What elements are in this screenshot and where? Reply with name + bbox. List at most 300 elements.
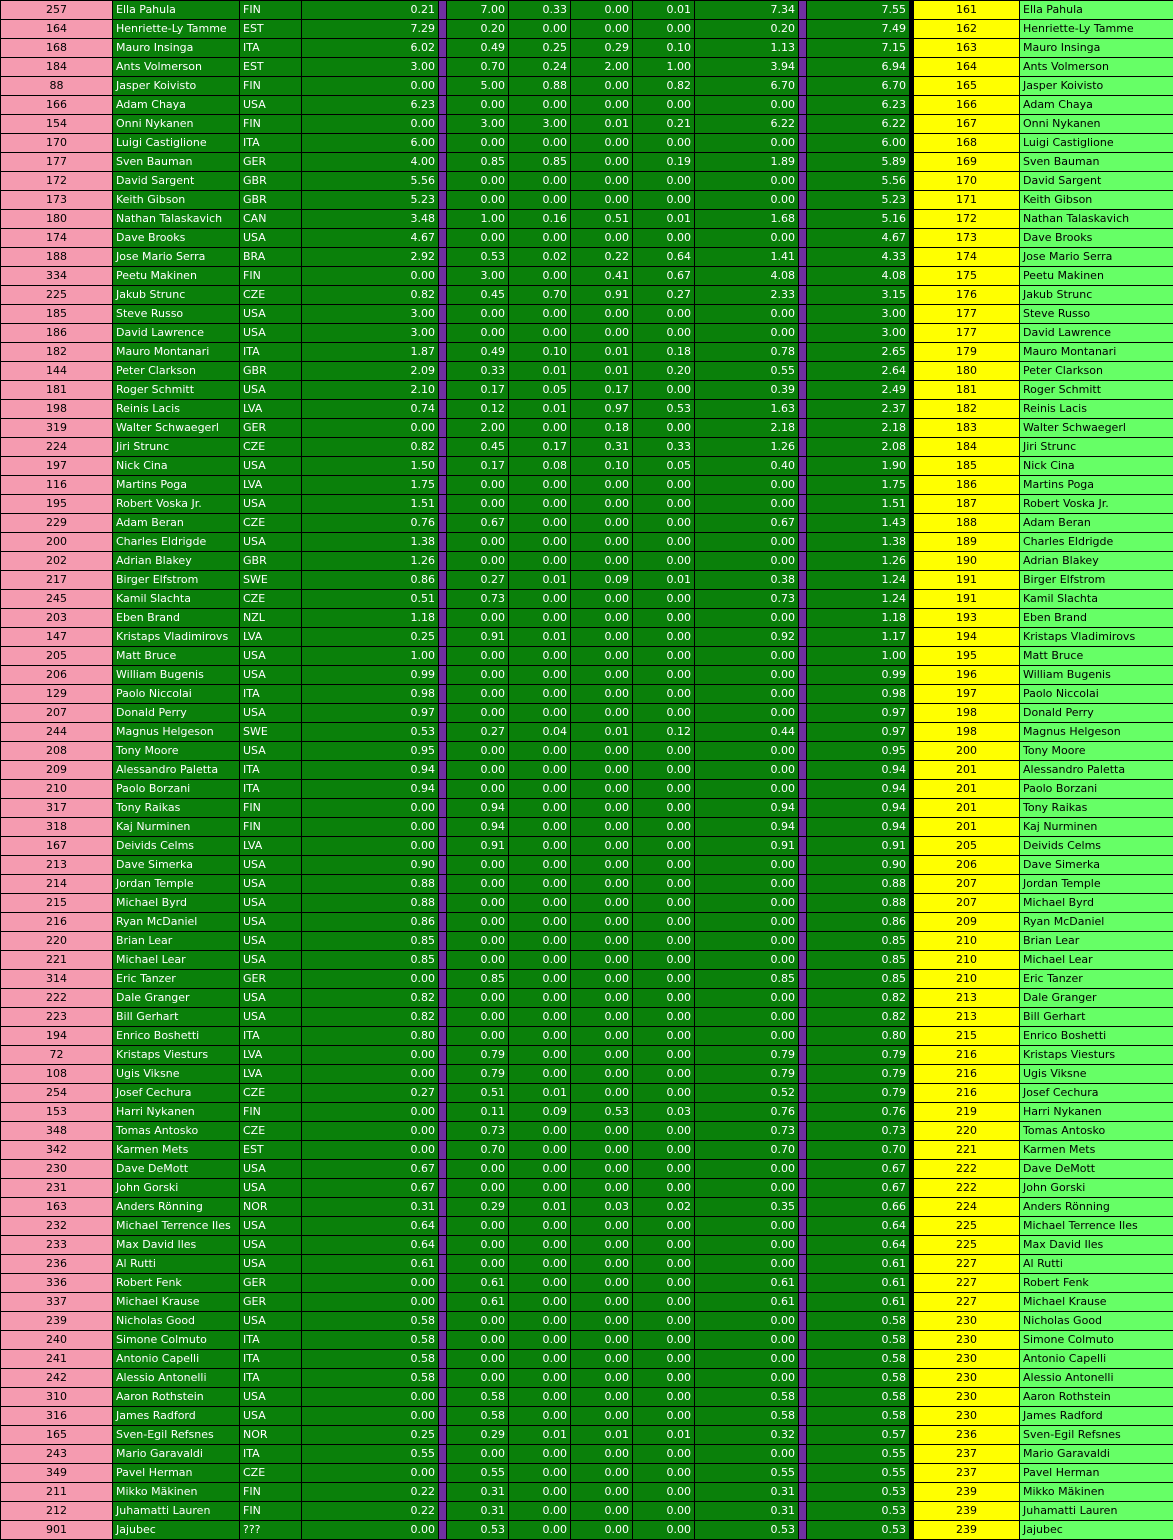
ranked-name-cell: Ants Volmerson: [1020, 58, 1173, 77]
ranked-name-cell: Magnus Helgeson: [1020, 723, 1173, 742]
table-row: [1, 1008, 1173, 1027]
rank-cell: 236: [914, 1426, 1020, 1445]
ranked-name-cell: Max David Iles: [1020, 1236, 1173, 1255]
score-3-cell: 0.00: [509, 647, 571, 666]
separator: [439, 1, 447, 20]
country-cell: SWE: [240, 571, 302, 590]
rank-cell: 201: [914, 818, 1020, 837]
separator: [439, 1122, 447, 1141]
player-number-cell: 257: [1, 1, 113, 20]
score-3-cell: 0.00: [509, 324, 571, 343]
country-cell: GER: [240, 153, 302, 172]
table-row: [1, 742, 1173, 761]
score-2-cell: 0.00: [447, 856, 509, 875]
country-cell: ITA: [240, 1331, 302, 1350]
total-cell: 5.89: [807, 153, 910, 172]
player-number-cell: 177: [1, 153, 113, 172]
score-1-cell: 0.00: [302, 1122, 439, 1141]
total-cell: 0.91: [807, 837, 910, 856]
ranked-name-cell: Michael Terrence Iles: [1020, 1217, 1173, 1236]
player-number-cell: 317: [1, 799, 113, 818]
ranked-name-cell: David Lawrence: [1020, 324, 1173, 343]
separator: [799, 1084, 807, 1103]
separator: [799, 248, 807, 267]
score-2-cell: 0.49: [447, 39, 509, 58]
score-5-cell: 0.00: [633, 1065, 695, 1084]
rank-cell: 201: [914, 799, 1020, 818]
subtotal-cell: 0.00: [695, 96, 799, 115]
score-3-cell: 0.08: [509, 457, 571, 476]
separator: [799, 1464, 807, 1483]
table-row: [1, 799, 1173, 818]
ranked-name-cell: Enrico Boshetti: [1020, 1027, 1173, 1046]
score-5-cell: 0.00: [633, 1293, 695, 1312]
total-cell: 0.61: [807, 1255, 910, 1274]
score-5-cell: 0.00: [633, 1521, 695, 1540]
separator: [799, 628, 807, 647]
ranked-name-cell: Eben Brand: [1020, 609, 1173, 628]
ranked-name-cell: Martins Poga: [1020, 476, 1173, 495]
ranked-name-cell: Deivids Celms: [1020, 837, 1173, 856]
score-3-cell: 0.00: [509, 1179, 571, 1198]
rank-cell: 189: [914, 533, 1020, 552]
separator: [439, 1160, 447, 1179]
country-cell: CZE: [240, 1464, 302, 1483]
separator: [799, 932, 807, 951]
player-number-cell: 173: [1, 191, 113, 210]
subtotal-cell: 0.00: [695, 932, 799, 951]
rank-cell: 175: [914, 267, 1020, 286]
score-5-cell: 0.00: [633, 1255, 695, 1274]
score-3-cell: 0.00: [509, 1312, 571, 1331]
table-row: [1, 20, 1173, 39]
player-name-cell: Dave Brooks: [113, 229, 240, 248]
player-number-cell: 188: [1, 248, 113, 267]
rank-cell: 230: [914, 1312, 1020, 1331]
score-5-cell: 0.10: [633, 39, 695, 58]
table-row: [1, 1065, 1173, 1084]
score-5-cell: 0.00: [633, 970, 695, 989]
score-4-cell: 0.00: [571, 704, 633, 723]
table-row: [1, 305, 1173, 324]
country-cell: CZE: [240, 514, 302, 533]
score-3-cell: 0.00: [509, 1293, 571, 1312]
subtotal-cell: 0.38: [695, 571, 799, 590]
score-3-cell: 0.00: [509, 495, 571, 514]
score-2-cell: 0.79: [447, 1046, 509, 1065]
rank-cell: 209: [914, 913, 1020, 932]
player-number-cell: 224: [1, 438, 113, 457]
total-cell: 0.82: [807, 989, 910, 1008]
player-name-cell: Jordan Temple: [113, 875, 240, 894]
country-cell: FIN: [240, 115, 302, 134]
separator: [439, 571, 447, 590]
score-2-cell: 0.53: [447, 1521, 509, 1540]
total-cell: 0.58: [807, 1312, 910, 1331]
ranked-name-cell: Birger Elfstrom: [1020, 571, 1173, 590]
player-name-cell: Anders Rönning: [113, 1198, 240, 1217]
subtotal-cell: 0.94: [695, 818, 799, 837]
rank-cell: 213: [914, 1008, 1020, 1027]
subtotal-cell: 0.53: [695, 1521, 799, 1540]
table-row: [1, 1407, 1173, 1426]
rank-cell: 184: [914, 438, 1020, 457]
score-4-cell: 0.01: [571, 723, 633, 742]
score-4-cell: 0.00: [571, 476, 633, 495]
country-cell: CZE: [240, 590, 302, 609]
separator: [799, 1179, 807, 1198]
separator: [799, 666, 807, 685]
score-5-cell: 0.00: [633, 1084, 695, 1103]
table-row: [1, 495, 1173, 514]
subtotal-cell: 0.32: [695, 1426, 799, 1445]
player-name-cell: Nicholas Good: [113, 1312, 240, 1331]
score-3-cell: 0.00: [509, 1502, 571, 1521]
score-5-cell: 0.00: [633, 476, 695, 495]
score-1-cell: 0.88: [302, 875, 439, 894]
rank-cell: 180: [914, 362, 1020, 381]
rank-cell: 227: [914, 1274, 1020, 1293]
score-1-cell: 0.85: [302, 932, 439, 951]
rank-cell: 171: [914, 191, 1020, 210]
separator: [439, 286, 447, 305]
separator: [439, 704, 447, 723]
player-name-cell: Henriette-Ly Tamme: [113, 20, 240, 39]
rank-cell: 230: [914, 1331, 1020, 1350]
score-4-cell: 0.18: [571, 419, 633, 438]
rank-cell: 215: [914, 1027, 1020, 1046]
rank-cell: 166: [914, 96, 1020, 115]
country-cell: USA: [240, 381, 302, 400]
score-3-cell: 0.00: [509, 894, 571, 913]
score-3-cell: 0.00: [509, 1388, 571, 1407]
score-1-cell: 0.21: [302, 1, 439, 20]
ranked-name-cell: Juhamatti Lauren: [1020, 1502, 1173, 1521]
separator: [799, 970, 807, 989]
score-3-cell: 0.01: [509, 400, 571, 419]
ranked-name-cell: David Sargent: [1020, 172, 1173, 191]
score-1-cell: 0.82: [302, 286, 439, 305]
player-number-cell: 167: [1, 837, 113, 856]
score-3-cell: 0.00: [509, 1483, 571, 1502]
ranked-name-cell: Antonio Capelli: [1020, 1350, 1173, 1369]
subtotal-cell: 0.61: [695, 1274, 799, 1293]
country-cell: FIN: [240, 1103, 302, 1122]
rank-cell: 206: [914, 856, 1020, 875]
separator: [799, 400, 807, 419]
country-cell: NZL: [240, 609, 302, 628]
table-row: [1, 552, 1173, 571]
table-row: [1, 1103, 1173, 1122]
score-3-cell: 0.00: [509, 951, 571, 970]
separator: [439, 780, 447, 799]
separator: [799, 1236, 807, 1255]
separator: [799, 324, 807, 343]
rank-cell: 201: [914, 780, 1020, 799]
ranked-name-cell: Dave DeMott: [1020, 1160, 1173, 1179]
score-4-cell: 0.01: [571, 343, 633, 362]
player-name-cell: Harri Nykanen: [113, 1103, 240, 1122]
separator: [439, 856, 447, 875]
score-5-cell: 0.12: [633, 723, 695, 742]
table-row: [1, 476, 1173, 495]
score-2-cell: 0.11: [447, 1103, 509, 1122]
score-2-cell: 0.00: [447, 913, 509, 932]
score-5-cell: 0.33: [633, 438, 695, 457]
separator: [799, 951, 807, 970]
separator: [799, 704, 807, 723]
score-1-cell: 1.87: [302, 343, 439, 362]
score-2-cell: 0.70: [447, 1141, 509, 1160]
separator: [799, 1122, 807, 1141]
total-cell: 0.53: [807, 1483, 910, 1502]
total-cell: 2.65: [807, 343, 910, 362]
rank-cell: 165: [914, 77, 1020, 96]
score-1-cell: 1.18: [302, 609, 439, 628]
rank-cell: 193: [914, 609, 1020, 628]
ranked-name-cell: Mikko Mäkinen: [1020, 1483, 1173, 1502]
table-row: [1, 704, 1173, 723]
subtotal-cell: 6.22: [695, 115, 799, 134]
player-number-cell: 194: [1, 1027, 113, 1046]
score-2-cell: 0.00: [447, 951, 509, 970]
score-2-cell: 0.94: [447, 818, 509, 837]
subtotal-cell: 0.00: [695, 1445, 799, 1464]
player-name-cell: David Sargent: [113, 172, 240, 191]
table-row: [1, 381, 1173, 400]
country-cell: FIN: [240, 77, 302, 96]
subtotal-cell: 0.31: [695, 1502, 799, 1521]
ranked-name-cell: Jordan Temple: [1020, 875, 1173, 894]
total-cell: 0.95: [807, 742, 910, 761]
score-3-cell: 0.01: [509, 1084, 571, 1103]
score-5-cell: 0.00: [633, 1483, 695, 1502]
rank-cell: 195: [914, 647, 1020, 666]
country-cell: GBR: [240, 362, 302, 381]
score-3-cell: 0.17: [509, 438, 571, 457]
country-cell: USA: [240, 913, 302, 932]
score-5-cell: 0.27: [633, 286, 695, 305]
separator: [439, 305, 447, 324]
player-name-cell: Dave DeMott: [113, 1160, 240, 1179]
score-3-cell: 3.00: [509, 115, 571, 134]
separator: [439, 1426, 447, 1445]
player-name-cell: Jose Mario Serra: [113, 248, 240, 267]
total-cell: 0.97: [807, 723, 910, 742]
country-cell: GBR: [240, 191, 302, 210]
separator: [799, 267, 807, 286]
subtotal-cell: 1.41: [695, 248, 799, 267]
player-number-cell: 170: [1, 134, 113, 153]
score-1-cell: 0.25: [302, 628, 439, 647]
score-1-cell: 0.67: [302, 1160, 439, 1179]
subtotal-cell: 0.00: [695, 780, 799, 799]
player-name-cell: Josef Cechura: [113, 1084, 240, 1103]
separator: [439, 742, 447, 761]
separator: [799, 343, 807, 362]
total-cell: 0.79: [807, 1065, 910, 1084]
score-1-cell: 1.50: [302, 457, 439, 476]
ranked-name-cell: Robert Voska Jr.: [1020, 495, 1173, 514]
rank-cell: 207: [914, 875, 1020, 894]
rank-cell: 190: [914, 552, 1020, 571]
player-number-cell: 342: [1, 1141, 113, 1160]
score-3-cell: 0.88: [509, 77, 571, 96]
player-name-cell: Michael Byrd: [113, 894, 240, 913]
player-name-cell: Pavel Herman: [113, 1464, 240, 1483]
table-row: [1, 780, 1173, 799]
player-number-cell: 334: [1, 267, 113, 286]
score-3-cell: 0.01: [509, 362, 571, 381]
score-2-cell: 0.85: [447, 153, 509, 172]
rank-cell: 172: [914, 210, 1020, 229]
country-cell: ITA: [240, 1350, 302, 1369]
player-name-cell: David Lawrence: [113, 324, 240, 343]
score-1-cell: 1.26: [302, 552, 439, 571]
separator: [799, 552, 807, 571]
rank-cell: 237: [914, 1445, 1020, 1464]
separator: [799, 913, 807, 932]
score-4-cell: 0.00: [571, 552, 633, 571]
score-1-cell: 1.51: [302, 495, 439, 514]
player-name-cell: James Radford: [113, 1407, 240, 1426]
ranked-name-cell: Jajubec: [1020, 1521, 1173, 1540]
score-2-cell: 0.91: [447, 628, 509, 647]
score-3-cell: 0.09: [509, 1103, 571, 1122]
player-number-cell: 168: [1, 39, 113, 58]
player-number-cell: 314: [1, 970, 113, 989]
table-row: [1, 1, 1173, 20]
country-cell: FIN: [240, 799, 302, 818]
score-4-cell: 0.00: [571, 1179, 633, 1198]
separator: [439, 1350, 447, 1369]
score-2-cell: 0.00: [447, 989, 509, 1008]
player-number-cell: 208: [1, 742, 113, 761]
rank-cell: 239: [914, 1483, 1020, 1502]
ranked-name-cell: Kamil Slachta: [1020, 590, 1173, 609]
total-cell: 0.98: [807, 685, 910, 704]
table-row: [1, 1426, 1173, 1445]
table-row: [1, 1122, 1173, 1141]
player-name-cell: Birger Elfstrom: [113, 571, 240, 590]
ranked-name-cell: Walter Schwaegerl: [1020, 419, 1173, 438]
score-4-cell: 0.00: [571, 1236, 633, 1255]
score-1-cell: 0.25: [302, 1426, 439, 1445]
score-3-cell: 0.00: [509, 666, 571, 685]
score-3-cell: 0.00: [509, 419, 571, 438]
separator: [439, 552, 447, 571]
player-name-cell: Dale Granger: [113, 989, 240, 1008]
score-2-cell: 0.00: [447, 96, 509, 115]
subtotal-cell: 1.68: [695, 210, 799, 229]
player-name-cell: Luigi Castiglione: [113, 134, 240, 153]
subtotal-cell: 0.00: [695, 1350, 799, 1369]
country-cell: ITA: [240, 39, 302, 58]
country-cell: USA: [240, 495, 302, 514]
score-4-cell: 0.03: [571, 1198, 633, 1217]
score-3-cell: 0.00: [509, 704, 571, 723]
country-cell: USA: [240, 875, 302, 894]
score-2-cell: 0.00: [447, 894, 509, 913]
country-cell: USA: [240, 1160, 302, 1179]
separator: [439, 1464, 447, 1483]
country-cell: ITA: [240, 780, 302, 799]
table-row: [1, 818, 1173, 837]
total-cell: 0.64: [807, 1236, 910, 1255]
separator: [799, 115, 807, 134]
score-1-cell: 1.00: [302, 647, 439, 666]
table-row: [1, 590, 1173, 609]
score-4-cell: 0.00: [571, 1255, 633, 1274]
table-row: [1, 533, 1173, 552]
score-1-cell: 0.82: [302, 1008, 439, 1027]
ranked-name-cell: Bill Gerhart: [1020, 1008, 1173, 1027]
table-row: [1, 438, 1173, 457]
player-name-cell: Kristaps Viesturs: [113, 1046, 240, 1065]
player-name-cell: Adrian Blakey: [113, 552, 240, 571]
score-5-cell: 0.00: [633, 96, 695, 115]
subtotal-cell: 0.91: [695, 837, 799, 856]
separator: [799, 77, 807, 96]
score-2-cell: 0.00: [447, 666, 509, 685]
subtotal-cell: 0.39: [695, 381, 799, 400]
ranked-name-cell: Kaj Nurminen: [1020, 818, 1173, 837]
separator: [799, 229, 807, 248]
rank-cell: 170: [914, 172, 1020, 191]
separator: [439, 77, 447, 96]
country-cell: LVA: [240, 628, 302, 647]
score-1-cell: 0.00: [302, 1141, 439, 1160]
score-1-cell: 3.00: [302, 324, 439, 343]
score-4-cell: 0.00: [571, 191, 633, 210]
score-3-cell: 0.02: [509, 248, 571, 267]
score-4-cell: 0.00: [571, 134, 633, 153]
score-3-cell: 0.00: [509, 780, 571, 799]
country-cell: USA: [240, 666, 302, 685]
score-5-cell: 0.00: [633, 1046, 695, 1065]
subtotal-cell: 6.70: [695, 77, 799, 96]
subtotal-cell: 0.00: [695, 1331, 799, 1350]
score-4-cell: 0.00: [571, 1369, 633, 1388]
score-5-cell: 0.00: [633, 20, 695, 39]
player-number-cell: 254: [1, 1084, 113, 1103]
player-number-cell: 241: [1, 1350, 113, 1369]
separator: [799, 1521, 807, 1540]
player-name-cell: Sven-Egil Refsnes: [113, 1426, 240, 1445]
separator: [799, 1198, 807, 1217]
separator: [439, 248, 447, 267]
country-cell: NOR: [240, 1198, 302, 1217]
player-name-cell: Alessio Antonelli: [113, 1369, 240, 1388]
player-number-cell: 214: [1, 875, 113, 894]
total-cell: 0.53: [807, 1502, 910, 1521]
separator: [439, 476, 447, 495]
table-row: [1, 115, 1173, 134]
score-2-cell: 0.53: [447, 248, 509, 267]
country-cell: USA: [240, 894, 302, 913]
rank-cell: 201: [914, 761, 1020, 780]
separator: [439, 1369, 447, 1388]
separator: [439, 837, 447, 856]
player-name-cell: Deivids Celms: [113, 837, 240, 856]
table-row: [1, 989, 1173, 1008]
score-5-cell: 0.00: [633, 1236, 695, 1255]
score-2-cell: 5.00: [447, 77, 509, 96]
player-number-cell: 336: [1, 1274, 113, 1293]
score-5-cell: 0.00: [633, 1445, 695, 1464]
score-1-cell: 3.48: [302, 210, 439, 229]
score-2-cell: 1.00: [447, 210, 509, 229]
